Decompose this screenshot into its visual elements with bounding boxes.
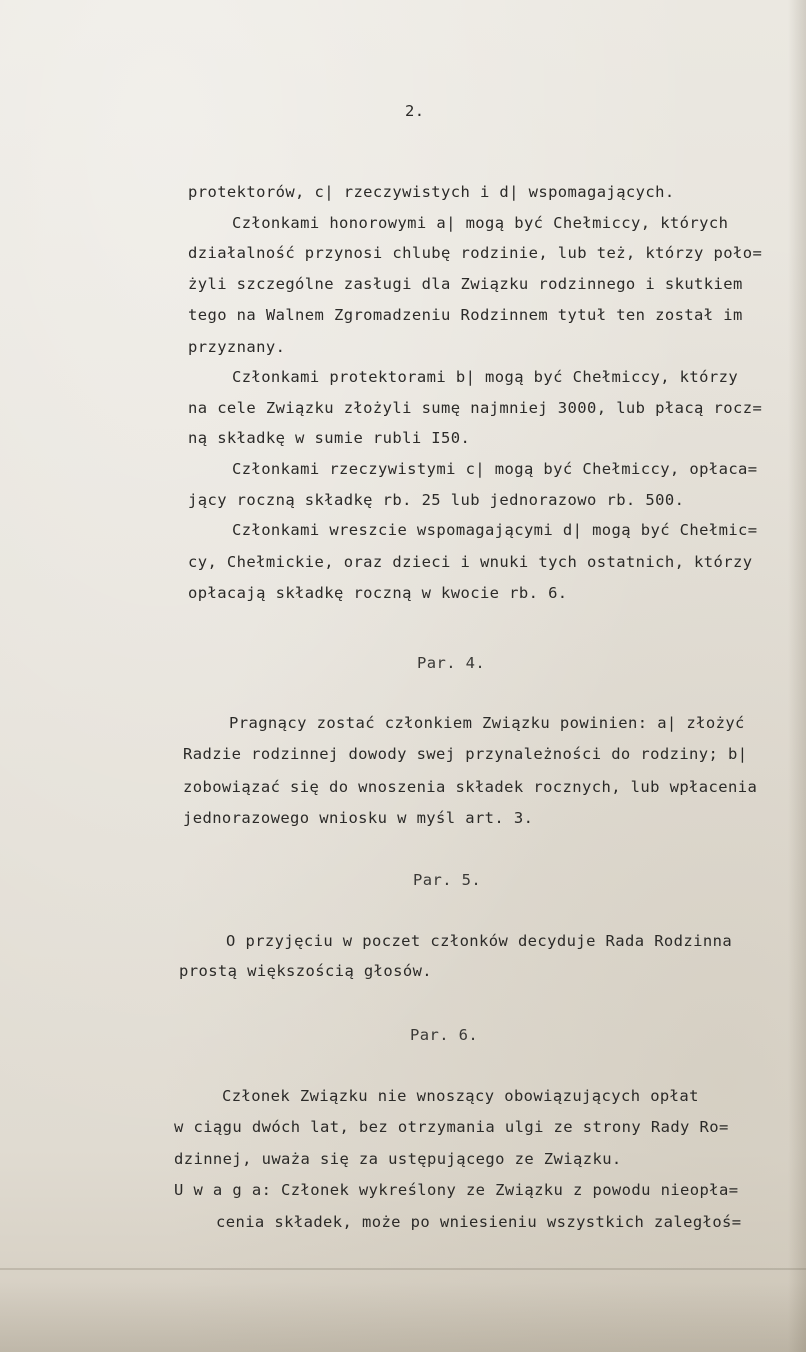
- section-heading-par-5: Par. 5.: [413, 871, 482, 889]
- page-bottom-shadow: [0, 1282, 806, 1352]
- text-line: zobowiązać się do wnoszenia składek rocznych, lub wpłacenia: [183, 778, 758, 796]
- text-line: Członkami wreszcie wspomagającymi d| mogą być Chełmic=: [232, 521, 758, 539]
- text-line: cenia składek, może po wniesieniu wszystkich zaległoś=: [216, 1213, 742, 1231]
- text-line: ną składkę w sumie rubli I50.: [188, 429, 471, 447]
- paper-fold: [0, 1268, 806, 1270]
- text-line: protektorów, c| rzeczywistych i d| wspomagających.: [188, 183, 675, 201]
- text-line: jednorazowego wniosku w myśl art. 3.: [183, 809, 534, 827]
- page-number: 2.: [405, 102, 425, 120]
- text-line: Członek Związku nie wnoszący obowiązujących opłat: [222, 1087, 699, 1105]
- text-line: działalność przynosi chlubę rodzinie, lub też, którzy poło=: [188, 244, 763, 262]
- text-line: prostą większością głosów.: [179, 962, 433, 980]
- text-line: opłacają składkę roczną w kwocie rb. 6.: [188, 584, 568, 602]
- text-line: dzinnej, uważa się za ustępującego ze Związku.: [174, 1150, 622, 1168]
- text-line: żyli szczególne zasługi dla Związku rodzinnego i skutkiem: [188, 275, 743, 293]
- page-edge-shadow: [788, 0, 806, 1352]
- text-line: jący roczną składkę rb. 25 lub jednorazowo rb. 500.: [188, 491, 685, 509]
- text-line: na cele Związku złożyli sumę najmniej 3000, lub płacą rocz=: [188, 399, 763, 417]
- text-line: przyznany.: [188, 338, 286, 356]
- text-line: O przyjęciu w poczet członków decyduje Rada Rodzinna: [226, 932, 733, 950]
- text-line: Członkami protektorami b| mogą być Chełmiccy, którzy: [232, 368, 739, 386]
- section-heading-par-6: Par. 6.: [410, 1026, 479, 1044]
- text-line: Członkami honorowymi a| mogą być Chełmiccy, których: [232, 214, 729, 232]
- text-line: Pragnący zostać członkiem Związku powinien: a| złożyć: [229, 714, 745, 732]
- text-line: Radzie rodzinnej dowody swej przynależności do rodziny; b|: [183, 745, 748, 763]
- text-line: w ciągu dwóch lat, bez otrzymania ulgi ze strony Rady Ro=: [174, 1118, 729, 1136]
- text-line: tego na Walnem Zgromadzeniu Rodzinnem tytuł ten został im: [188, 306, 743, 324]
- text-line: cy, Chełmickie, oraz dzieci i wnuki tych ostatnich, którzy: [188, 553, 753, 571]
- text-line: Członkami rzeczywistymi c| mogą być Chełmiccy, opłaca=: [232, 460, 758, 478]
- text-line: U w a g a: Członek wykreślony ze Związku z powodu nieopła=: [174, 1181, 739, 1199]
- section-heading-par-4: Par. 4.: [417, 654, 486, 672]
